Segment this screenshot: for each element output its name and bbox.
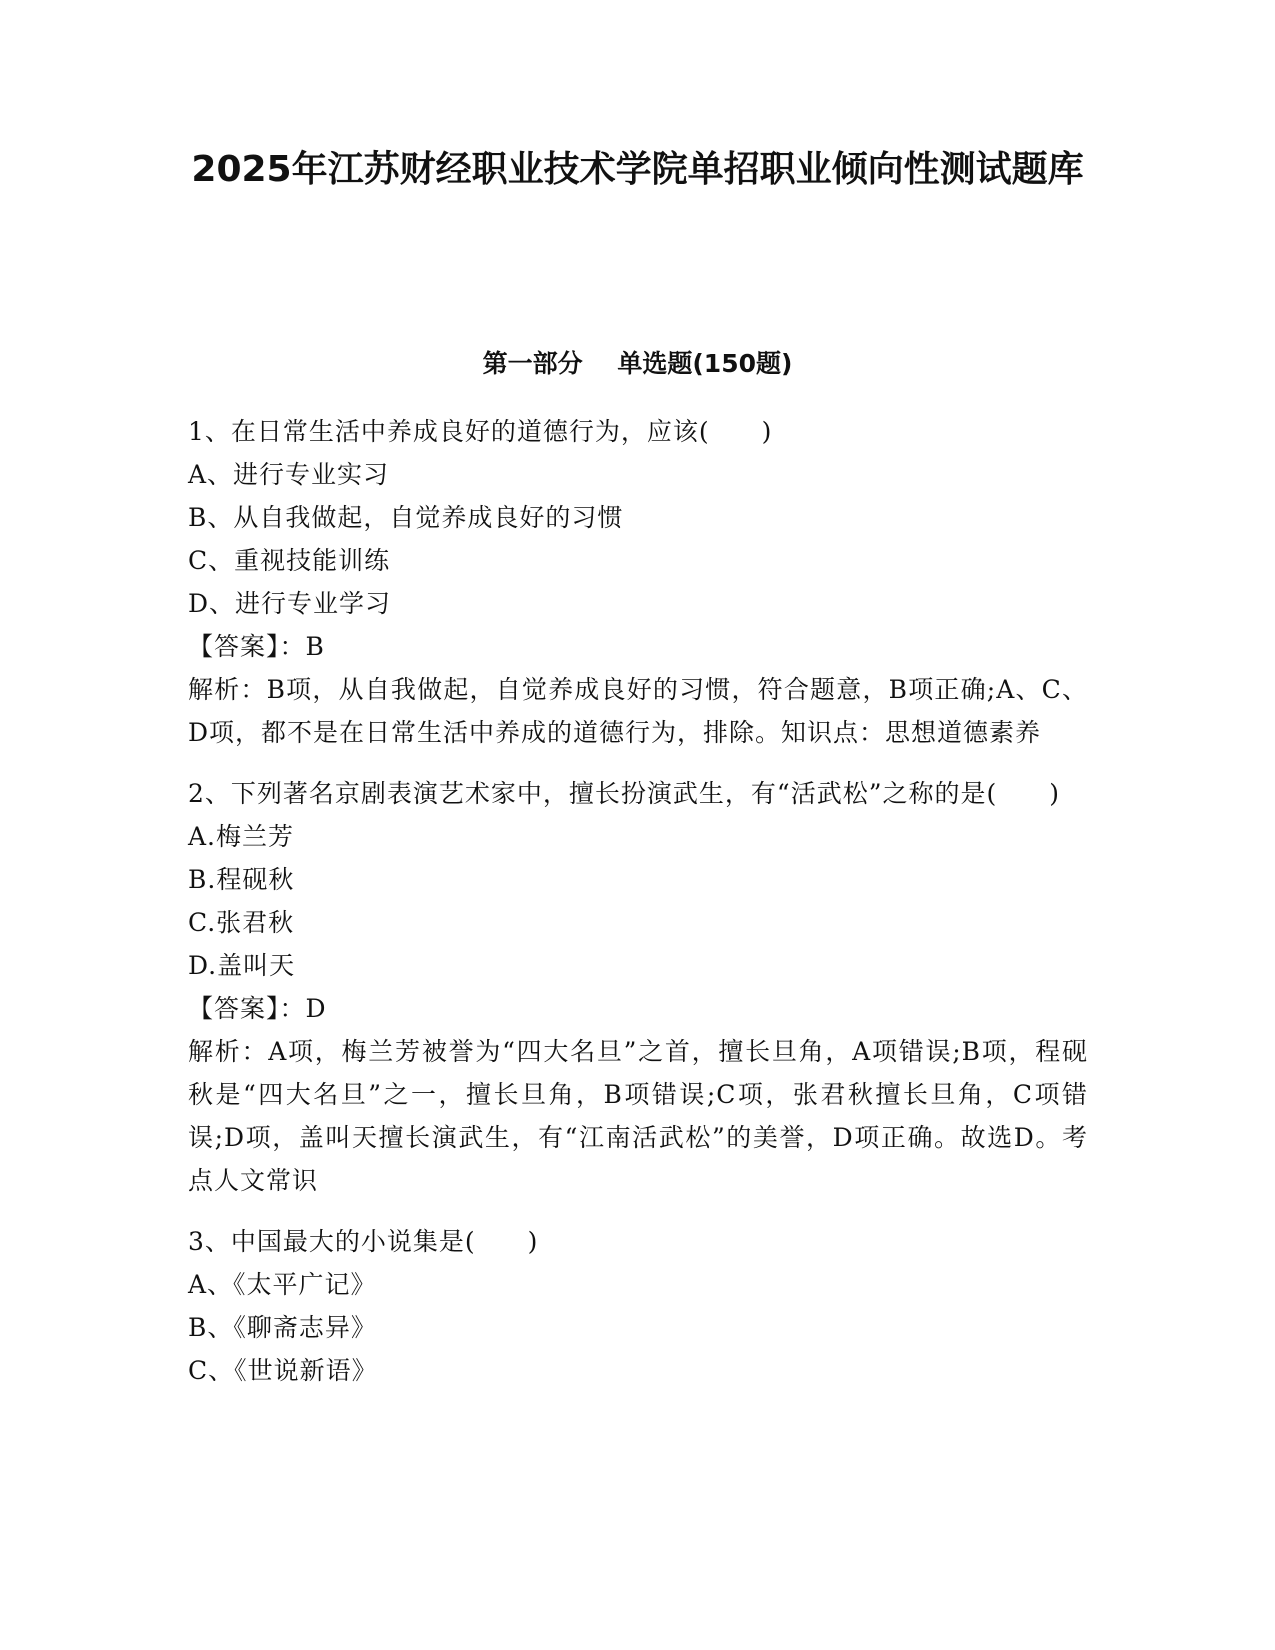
option-a: A、《太平广记》 <box>188 1270 377 1299</box>
answer-line: 【答案】：B <box>188 632 325 661</box>
option-c: C.张君秋 <box>188 908 295 937</box>
option-c: C、重视技能训练 <box>188 546 391 575</box>
option-c: C、《世说新语》 <box>188 1356 378 1385</box>
question-2 <box>188 772 1088 1202</box>
option-d: D.盖叫天 <box>188 951 296 980</box>
section-title: 第一部分 单选题(150题) <box>482 349 793 378</box>
option-b: B.程砚秋 <box>188 865 295 894</box>
question-3 <box>188 1220 1088 1392</box>
question-stem: 1、在日常生活中养成良好的道德行为，应该( ) <box>188 417 773 446</box>
answer-line: 【答案】：D <box>188 994 327 1023</box>
question-list <box>188 410 1088 1410</box>
document-title: 2025年江苏财经职业技术学院单招职业倾向性测试题库 <box>191 149 1084 190</box>
question-stem: 2、下列著名京剧表演艺术家中，擅长扮演武生，有“活武松”之称的是( ) <box>188 779 1060 808</box>
question-1 <box>188 410 1088 754</box>
question-stem: 3、中国最大的小说集是( ) <box>188 1227 539 1256</box>
analysis-paragraph: 解析：B项，从自我做起，自觉养成良好的习惯，符合题意，B项正确;A、C、D项，都不是在日常生活中养成的道德行为，排除。知识点：思想道德素养 <box>188 675 1088 747</box>
option-b: B、《聊斋志异》 <box>188 1313 377 1342</box>
option-d: D、进行专业学习 <box>188 589 392 618</box>
option-b: B、从自我做起，自觉养成良好的习惯 <box>188 503 624 532</box>
option-a: A、进行专业实习 <box>188 460 390 489</box>
option-a: A.梅兰芳 <box>188 822 295 851</box>
analysis-paragraph: 解析：A项，梅兰芳被誉为“四大名旦”之首，擅长旦角，A项错误;B项，程砚秋是“四大名旦”之一，擅长旦角，B项错误;C项，张君秋擅长旦角，C项错误;D项，盖叫天擅长演武生，有“江南活武松”的美誉，D项正确。故选D。考点人文常识 <box>188 1037 1088 1195</box>
